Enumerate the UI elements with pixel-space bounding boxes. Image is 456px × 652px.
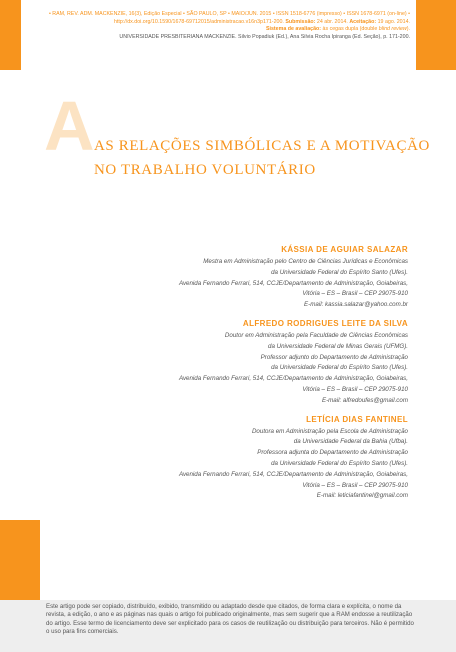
author-position: da Universidade Federal do Espírito Santo (Ufes). [271, 364, 408, 372]
journal-header [30, 11, 410, 41]
author-affiliation: da Universidade Federal de Minas Gerais (UFMG). [268, 342, 408, 350]
review-system-suffix: ). [406, 26, 410, 33]
authors-block [78, 244, 408, 509]
author-address: Vitória – ES – Brasil – CEP 29075-910 [302, 385, 408, 393]
author-affiliation: Doutora em Administração pela Escola de Administração [251, 427, 408, 435]
author-name: LETÍCIA DIAS FANTINEL [306, 414, 408, 424]
author-affiliation: da Universidade Federal da Bahia (Ufba). [293, 438, 408, 446]
author-address: Vitória – ES – Brasil – CEP 29075-910 [302, 481, 408, 489]
review-system-value: às cegas dupla (double [322, 26, 379, 33]
submission-date: 24 abr. 2014. [316, 18, 348, 25]
author-entry [78, 414, 408, 503]
author-email[interactable]: E-mail: alfredoufes@gmail.com [321, 396, 408, 404]
author-address: Avenida Fernando Ferrari, 514, CCJE/Departamento de Administração, Goiabeiras, [178, 279, 408, 287]
author-address: Avenida Fernando Ferrari, 514, CCJE/Departamento de Administração, Goiabeiras, [178, 470, 408, 478]
author-email[interactable]: E-mail: kassia.salazar@yahoo.com.br [304, 301, 408, 309]
header-line-4: UNIVERSIDADE PRESBITERIANA MACKENZIE. Silvio Popadiuk (Ed.), Ana Silvia Rocha Ipiranga (Ed. Seção), p. 171-200. [119, 33, 410, 40]
title-dropcap: A [44, 87, 95, 165]
author-affiliation: Mestra em Administração pelo Centro de Ciências Jurídicas e Econômicas [203, 258, 408, 265]
review-system-label: Sistema de avaliação: [265, 26, 322, 33]
author-name: ALFREDO RODRIGUES LEITE DA SILVA [242, 318, 408, 328]
header-line-2 [30, 19, 410, 27]
acceptance-date: 19 ago. 2014. [377, 18, 410, 25]
license-box [0, 600, 456, 652]
submission-label: Submissão: [285, 18, 316, 25]
title-line-2: NO TRABALHO VOLUNTÁRIO [94, 162, 316, 178]
author-address: Avenida Fernando Ferrari, 514, CCJE/Departamento de Administração, Goiabeiras, [178, 375, 408, 383]
author-entry [78, 318, 408, 407]
license-text: Este artigo pode ser copiado, distribuído, exibido, transmitido ou adaptado desde que citados, de forma clara e explícita, o nome da revista, a edição, o ano e as páginas nas quais o artigo foi publicado originalmente, mas sem sugerir que a RAM endosse a reutilização do artigo. Esse termo de licenciamento deve ser explicitado para os casos de reutilização ou distribuição para terceiros. Não é permitido o uso para fins comerciais. [46, 603, 414, 635]
header-accent-right [416, 0, 456, 70]
author-name: KÁSSIA DE AGUIAR SALAZAR [281, 245, 408, 254]
author-entry [78, 244, 408, 311]
title-line-1: AS RELAÇÕES SIMBÓLICAS E A MOTIVAÇÃO [94, 138, 430, 154]
header-line-3 [30, 26, 410, 34]
author-address: Vitória – ES – Brasil – CEP 29075-910 [302, 290, 408, 298]
header-line-1: • RAM, REV. ADM. MACKENZIE, 16(3), Edição Especial • SÃO PAULO, SP • MAIO/JUN. 2015 • ISSN 1518-6776 (impresso) • ISSN 1678-6971 (on-line) • [48, 11, 410, 17]
author-email[interactable]: E-mail: leticiafantinel@gmail.com [316, 492, 408, 500]
author-position: Professora adjunta do Departamento de Administração [257, 449, 408, 457]
header-accent-left [0, 0, 21, 70]
author-position: Professor adjunto do Departamento de Administração [260, 353, 408, 361]
acceptance-label: Aceitação: [349, 18, 377, 25]
review-system-italic: blind review [378, 26, 407, 33]
author-position: da Universidade Federal do Espírito Santo (Ufes). [271, 459, 408, 467]
author-affiliation: Doutor em Administração pela Faculdade de Ciências Econômicas [224, 331, 408, 339]
article-title [94, 134, 434, 182]
author-affiliation: da Universidade Federal do Espírito Santo (Ufes). [271, 268, 408, 276]
side-accent-block [0, 520, 40, 600]
doi-link[interactable]: http://dx.doi.org/10.1590/1678-69712015/administracao.v16n3p171-200. [113, 18, 284, 25]
